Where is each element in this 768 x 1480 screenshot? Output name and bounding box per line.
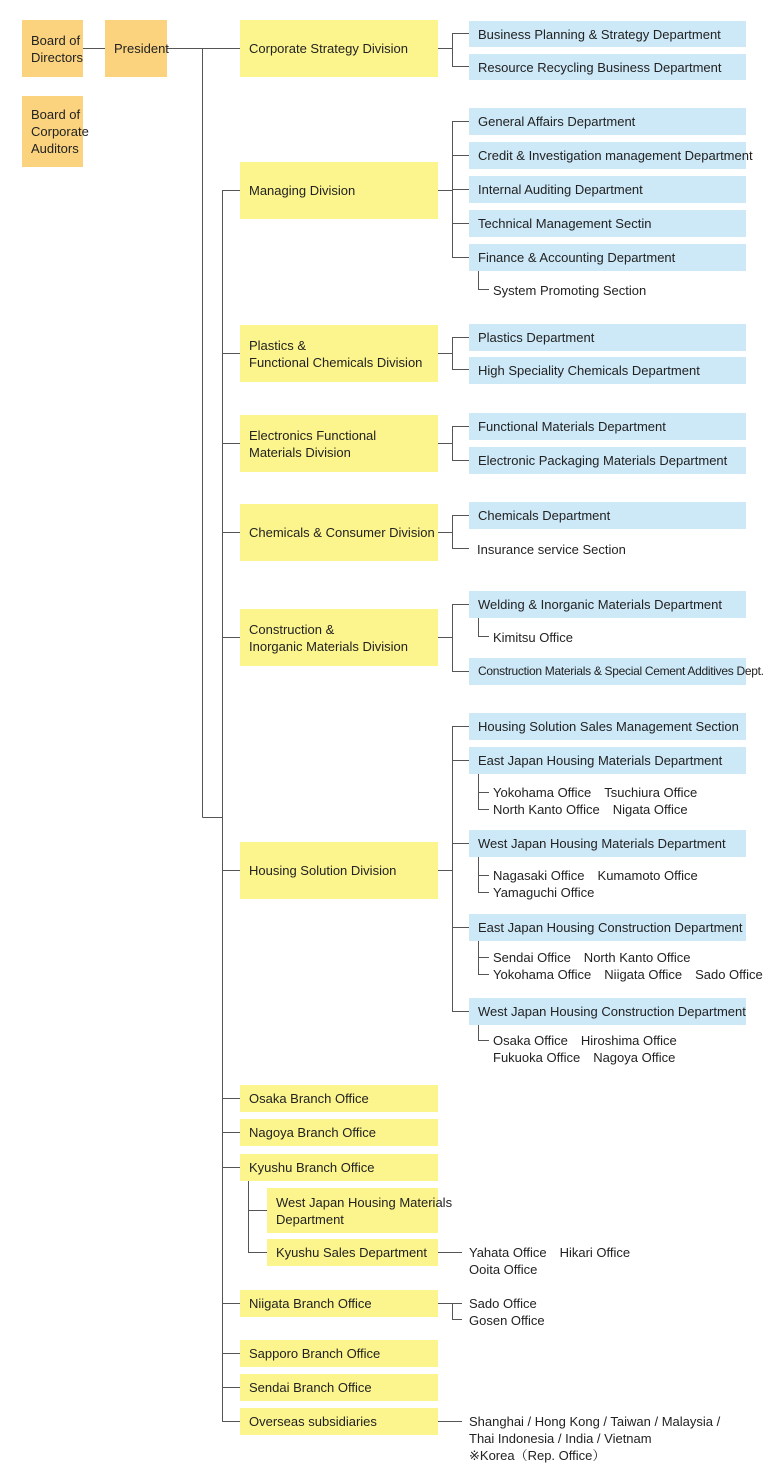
president-box: President [105,20,167,77]
kimitsu-office: Kimitsu Office [493,630,573,645]
east-japan-materials-offices: Yokohama Office Tsuchiura Office North Kanto Office Nigata Office [493,785,698,817]
overseas-subsidiaries-list: Shanghai / Hong Kong / Taiwan / Malaysia / Thai Indonesia / India / Vietnam ※Korea（Rep. Office） [469,1414,721,1463]
plastics-department: Plastics Department [469,324,746,351]
managing-division: Managing Division [240,162,438,219]
east-japan-construction-offices: Sendai Office North Kanto Office Yokohama Office Niigata Office Sado Office [493,950,763,982]
plastics-division: Plastics & Functional Chemicals Division [240,325,438,382]
east-japan-housing-construction-department: East Japan Housing Construction Department [469,914,746,941]
chemicals-division: Chemicals & Consumer Division [240,504,438,561]
niigata-branch-office: Niigata Branch Office [240,1290,438,1317]
board-of-auditors-box: Board of Corporate Auditors [22,96,83,167]
west-japan-housing-construction-department: West Japan Housing Construction Department [469,998,746,1025]
housing-sales-management-section: Housing Solution Sales Management Section [469,713,746,740]
electronics-division: Electronics Functional Materials Division [240,415,438,472]
welding-inorganic-department: Welding & Inorganic Materials Department [469,591,746,618]
chemicals-department: Chemicals Department [469,502,746,529]
business-planning-department: Business Planning & Strategy Department [469,21,746,47]
sapporo-branch-office: Sapporo Branch Office [240,1340,438,1367]
insurance-service-section: Insurance service Section [477,542,626,557]
construction-materials-department: Construction Materials & Special Cement Additives Dept. [469,658,746,685]
sado-office: Sado Office [469,1296,537,1311]
high-speciality-chemicals-department: High Speciality Chemicals Department [469,357,746,384]
resource-recycling-department: Resource Recycling Business Department [469,54,746,80]
construction-division: Construction & Inorganic Materials Division [240,609,438,666]
sendai-branch-office: Sendai Branch Office [240,1374,438,1401]
west-japan-materials-offices: Nagasaki Office Kumamoto Office Yamaguchi Office [493,868,698,900]
electronic-packaging-department: Electronic Packaging Materials Department [469,447,746,474]
board-of-directors-box: Board of Directors [22,20,83,77]
west-japan-housing-materials-department: West Japan Housing Materials Department [469,830,746,857]
osaka-branch-office: Osaka Branch Office [240,1085,438,1112]
functional-materials-department: Functional Materials Department [469,413,746,440]
technical-management-section: Technical Management Sectin [469,210,746,237]
general-affairs-department: General Affairs Department [469,108,746,135]
kyushu-branch-office: Kyushu Branch Office [240,1154,438,1181]
west-japan-housing-materials-kyushu: West Japan Housing Materials Department [267,1188,438,1233]
kyushu-sales-department: Kyushu Sales Department [267,1239,438,1266]
kyushu-sales-offices: Yahata Office Hikari Office Ooita Office [469,1245,631,1277]
credit-investigation-department: Credit & Investigation management Department [469,142,746,169]
housing-solution-division: Housing Solution Division [240,842,438,899]
west-japan-construction-offices: Osaka Office Hiroshima Office Fukuoka Office Nagoya Office [493,1033,677,1065]
corporate-strategy-division: Corporate Strategy Division [240,20,438,77]
internal-auditing-department: Internal Auditing Department [469,176,746,203]
finance-accounting-department: Finance & Accounting Department [469,244,746,271]
east-japan-housing-materials-department: East Japan Housing Materials Department [469,747,746,774]
system-promoting-section: System Promoting Section [493,283,647,298]
nagoya-branch-office: Nagoya Branch Office [240,1119,438,1146]
gosen-office: Gosen Office [469,1313,545,1328]
overseas-subsidiaries: Overseas subsidiaries [240,1408,438,1435]
